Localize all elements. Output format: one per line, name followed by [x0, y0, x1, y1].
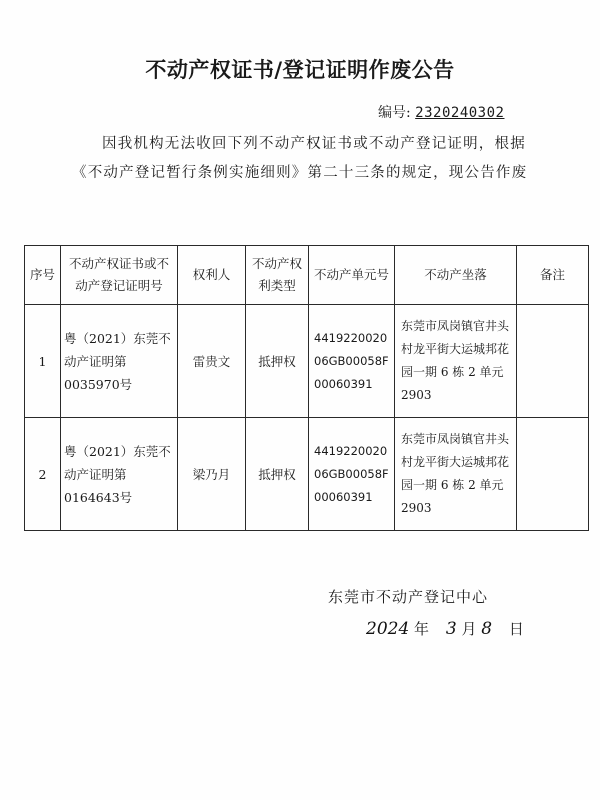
header-type: 不动产权利类型 — [246, 246, 309, 305]
table-header-row — [25, 246, 589, 305]
header-holder: 权利人 — [178, 246, 246, 305]
cell-type: 抵押权 — [246, 418, 309, 531]
cell-location: 东莞市凤岗镇官井头村龙平街大运城邦花园一期 6 栋 2 单元 2903 — [395, 305, 517, 418]
intro-paragraph: 因我机构无法收回下列不动产权证书或不动产登记证明，根据《不动产登记暂行条例实施细则》第二十三条的规定，现公告作废 — [72, 136, 528, 181]
cell-location: 东莞市凤岗镇官井头村龙平街大运城邦花园一期 6 栋 2 单元 2903 — [395, 418, 517, 531]
cell-type: 抵押权 — [246, 305, 309, 418]
cell-cert: 粤（2021）东莞不动产证明第0164643号 — [61, 418, 178, 531]
header-cert: 不动产权证书或不动产登记证明号 — [61, 246, 178, 305]
header-seq: 序号 — [25, 246, 61, 305]
cell-holder: 梁乃月 — [178, 418, 246, 531]
date-month-unit: 月 — [461, 620, 477, 638]
page-title: 不动产权证书/登记证明作废公告 — [145, 58, 455, 82]
void-certificate-table — [24, 245, 589, 531]
cell-remark — [517, 305, 589, 418]
table-row — [25, 418, 589, 531]
date-month: 3 — [445, 619, 457, 639]
serial-label: 编号: — [378, 105, 411, 121]
cell-remark — [517, 418, 589, 531]
cell-unit: 441922002006GB00058F00060391 — [309, 418, 395, 531]
issuer-name: 东莞市不动产登记中心 — [328, 588, 489, 606]
cell-cert: 粤（2021）东莞不动产证明第0035970号 — [61, 305, 178, 418]
table-row — [25, 305, 589, 418]
cell-holder: 雷贵文 — [178, 305, 246, 418]
date-year-unit: 年 — [414, 620, 430, 638]
header-unit: 不动产单元号 — [309, 246, 395, 305]
cell-unit: 441922002006GB00058F00060391 — [309, 305, 395, 418]
cell-seq: 2 — [25, 418, 61, 531]
header-remark: 备注 — [517, 246, 589, 305]
date-day-unit: 日 — [508, 620, 524, 638]
date-year: 2024 — [366, 619, 410, 639]
issue-date — [366, 618, 524, 639]
serial-number: 2320240302 — [415, 105, 505, 121]
cell-seq: 1 — [25, 305, 61, 418]
header-location: 不动产坐落 — [395, 246, 517, 305]
serial-number-line — [378, 102, 504, 122]
date-day: 8 — [481, 619, 493, 639]
